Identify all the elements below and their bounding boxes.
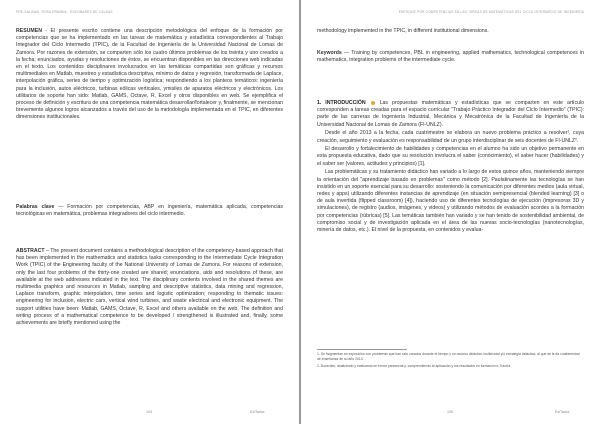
abstract-text: – The present document contains a methodological description of the competency-based approach that has been implemented in the mathematics and statistics tasks corresponding to the Intermediate Cycle Integration Work (TPIC) of the Engineering faculty of the National University of Lomas de Zamora. For reasons of extension, only the last four problems of the thirty-one created are shared; enunciations, aids and resolutions of these, are available at the web addresses indicated in the text. The disciplinary contents involved in the shared themes are multimedia graphics and resources in Matlab, sampling and descriptive statistics, data mining and regression, Laplace transform, graphic interpolation, time series and logistic optimization; responding to thematic issues: engineering for inclusion, electric cars, vertical wind turbines, and waste electrical and electronic equipment. The support utilities have been: Matlab, GAMS, Octave, R, Excel and others available on the web. The definition and writing process of a mathematical competence to be developed / strengthened is illustrated and, finally, some achievements are briefly mentioned using the — [16, 248, 283, 327]
palabras-clave-block — [16, 204, 283, 218]
abstract-continuation: methodology implemented in the TPIC, in different institutional dimensions. — [317, 28, 489, 34]
journal-brand-right: ExiTadox — [555, 410, 570, 414]
page-number-right: 105 — [447, 410, 453, 414]
intro-text-1: Las propuestas matemáticas y estadísticas que se comparten en este artículo corresponden a tareas creadas para el espacio curricular "Trabajo Práctico Integrador del Ciclo Intermedio" (TPIC): parte de las carreras de Ingeniería Industrial, Mecánica y Mecatrónica de la Facultad de Ingeniería de la Universidad Nacional de Lomas de Zamora (FI-UNLZ). — [317, 100, 584, 128]
abstract-label: ABSTRACT — [16, 248, 45, 254]
intro-paragraph-2: Desde el año 2013 a la fecha, cada cuatrimestre se elabora un nuevo problema práctico a resolver¹, cuya creación, seguimiento y evaluación es responsabilidad de un grupo interdisciplinar de seis docentes de FI-UNLZ². — [317, 130, 584, 144]
page-number-left: 104 — [146, 410, 152, 414]
palabras-clave-text: — Formación por competencias, ABP en ingeniería, matemática aplicada, competencias tecnológicas en matemática, problemas integradores del ciclo intermedio. — [16, 204, 283, 218]
keywords-block — [317, 50, 584, 64]
intro-paragraph-3: El desarrollo y fortalecimiento de habilidades y competencias en el alumno ha sido un objetivo permanente en esta propuesta educativa, dado que su resolución involucra el saber (conocimiento), el saber hacer (habilidades) y el saber ser (valores, actitudes y principios) [1]. — [317, 146, 584, 167]
footnote-rule — [317, 349, 407, 350]
resumen-label: RESUMEN — [16, 28, 42, 34]
footnotes — [317, 352, 584, 369]
right-page — [301, 0, 600, 424]
left-page — [0, 0, 299, 424]
intro-paragraph-1 — [317, 100, 584, 129]
abstract-block — [16, 248, 283, 327]
intro-paragraph-4: Las problemáticas y su tratamiento didáctico han variado a lo largo de estos quince años, manteniendo siempre la orientación del "aprendizaje basado en problemas" como método [2]. Paulatinamente las tecnologías se han insistido en un soporte esencial para su desarrollo: sosteniendo la comunicación por diferentes medios (aula virtual, redes y apps) utilizando diferentes instancias de aprendizaje (en situación semipresencial (blended learning) [3] o de aula invertida (flipped classroom) [4]), haciendo uso de diferentes tecnologías de ejecución (impresoras 3D y simulaciones), de registro (audios, imágenes, y videos) y utilizando métodos de evaluación acordes a la formación por competencias (rúbricas) [5]. Las temáticas también han variado y se han tenido de sostenibilidad ambiental, de compromiso social y de investigación aplicada en el área de las nuevas socio-tecnologías (nanotecnologías, minería de datos, etc.). El nivel de la propuesta, en contenidos y evalua- — [317, 169, 584, 233]
section-bullet-icon — [371, 101, 375, 105]
journal-brand-left: ExiTadox — [250, 410, 265, 414]
resumen-text: - El presente escrito contiene una descripción metodológica del enfoque de la formación por competencias que se ha implementado en las tareas de matemática y estadística correspondientes al Trabajo Integrador del Ciclo Intermedio (TPIC), de la Facultad de Ingeniería de la Universidad Nacional de Lomas de Zamora. Por razones de extensión, se comparten sólo los cuatro últimos problemas de los treinta y uno creados a la fecha; enunciados, ayudas y resoluciones de éstos, se encuentran disponibles en las direcciones web indicadas en el texto. Los contenidos disciplinares involucrados en las temáticas compartidas son gráficas y recursos multimediales en Matlab, muestreo y estadística descriptiva, mínimo de datos y regresión, transformada de Laplace, interpolación gráfica, series de tiempo y optimización logística; respondiendo a los planteos temáticos: ingeniería para la inclusión, autos eléctricos, turbinas eólicas verticales, ymisiles de aparatos eléctricos y electrónicos. Los utilitarios de soporte han sido: Matlab, GAMS, Octave, R, Excel y otros disponibles en web. Se ejemplifica el proceso de definición y escritura de una competencia matemática desarrollar/fortalecer y, finalmente, se mencionan brevemente algunos logros alcanzados a través del uso de la metodología implementada en el TPIC, en diferentes dimensiones institucionales. — [16, 28, 283, 121]
intro-heading: 1. INTRODUCCIÓN — [317, 100, 366, 106]
resumen-block — [16, 28, 283, 122]
running-head-left: PRE-SALINAS, ROSA ERMINIA · ESCOBARES DE CALDAS — [16, 10, 113, 14]
keywords-text: — Training by competences, PBL in engineering, applied mathematics, technological competences in mathematics, integration problems of the intermediate cycle. — [317, 50, 584, 64]
running-head-right: ENFOQUE POR COMPETENCIAS EN LAS TAREAS DE MATEMÁTICAS DEL CICLO INTERMEDIO DE INGENIERÍA — [398, 10, 584, 14]
introduction-section — [317, 100, 584, 236]
footnote-1: 1. Se fragmentan en exposición con problemas que han sido creados durante el tiempo y un recurso didáctico multimodal y/o estrategia didáctica, al que se le da cuatrimestral de enseñanza de su año 2013. — [317, 352, 580, 361]
keywords-label: Keywords — [317, 50, 342, 56]
palabras-clave-label: Palabras clave — [16, 204, 55, 210]
footnote-2: 2. Docentes, analizando y evaluando en forma presencial y, comprendiendo la aplicación y los resultados en formación e-Tutoría. — [317, 364, 512, 368]
